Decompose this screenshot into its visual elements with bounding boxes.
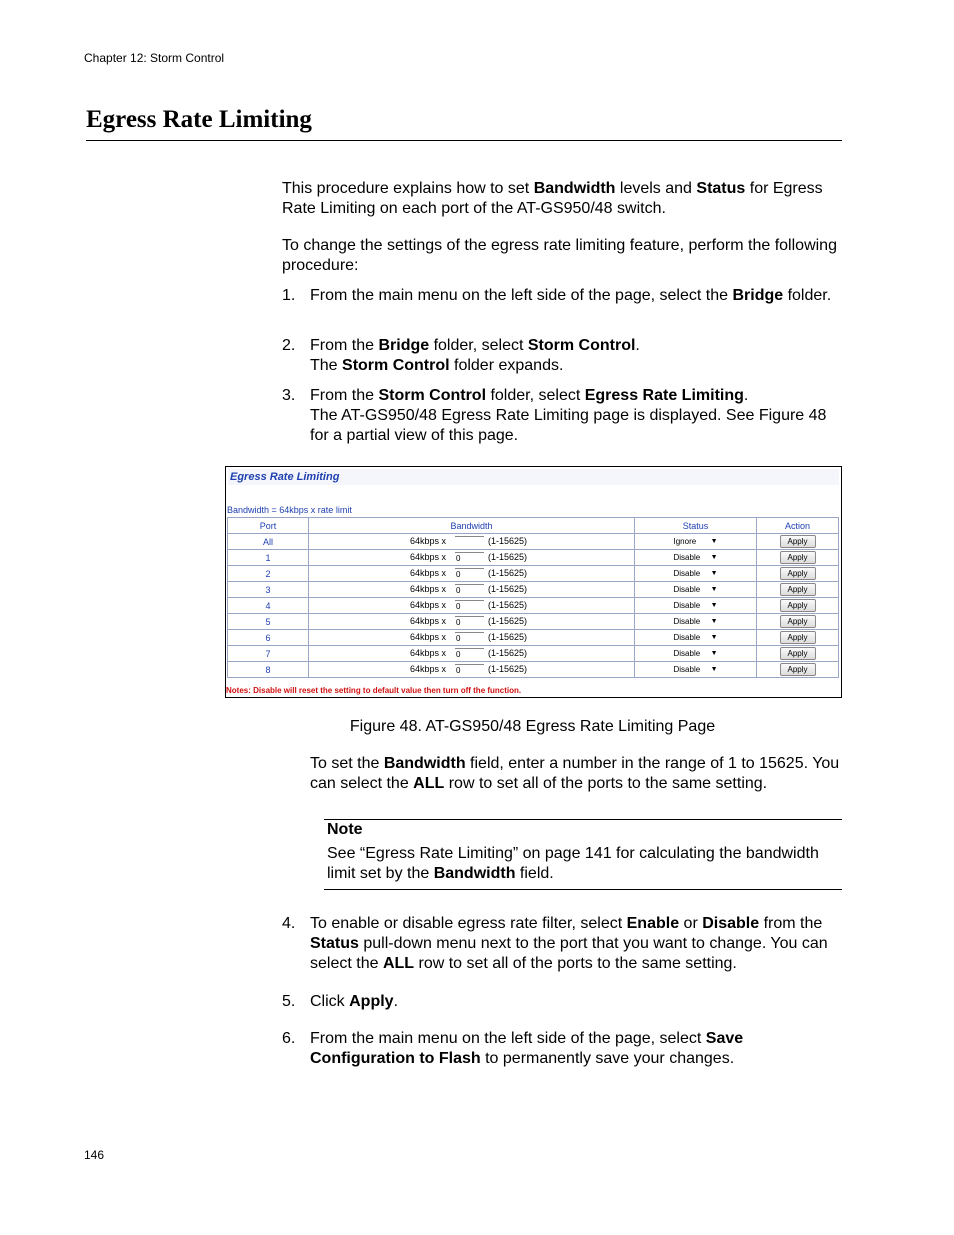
table-row: [228, 598, 839, 614]
bandwidth-label: 64kbps x: [410, 664, 447, 674]
egress-rate-table: [227, 517, 839, 678]
chevron-down-icon: ▼: [710, 570, 718, 577]
chevron-down-icon: ▼: [710, 538, 718, 545]
bandwidth-label: 64kbps x: [410, 632, 447, 642]
bandwidth-input[interactable]: 0: [455, 664, 484, 676]
chevron-down-icon: ▼: [710, 554, 718, 561]
action-cell: [757, 566, 839, 582]
status-cell: [635, 550, 757, 566]
action-cell: [757, 550, 839, 566]
bandwidth-cell: [309, 614, 635, 630]
bandwidth-label: 64kbps x: [410, 600, 447, 610]
header-status: Status: [635, 518, 757, 534]
port-link[interactable]: 1: [228, 550, 309, 566]
bandwidth-cell: [309, 646, 635, 662]
bandwidth-range: (1-15625): [488, 600, 528, 610]
status-cell: [635, 598, 757, 614]
bandwidth-range: (1-15625): [488, 648, 528, 658]
header-bandwidth: Bandwidth: [309, 518, 635, 534]
bandwidth-range: (1-15625): [488, 536, 528, 546]
bandwidth-label: 64kbps x: [410, 616, 447, 626]
section-title: Egress Rate Limiting: [86, 106, 312, 133]
action-cell: [757, 662, 839, 678]
bandwidth-label: 64kbps x: [410, 536, 447, 546]
port-link[interactable]: 6: [228, 630, 309, 646]
chevron-down-icon: ▼: [710, 666, 718, 673]
bandwidth-cell: [309, 598, 635, 614]
chevron-down-icon: ▼: [710, 650, 718, 657]
action-cell: [757, 534, 839, 550]
bandwidth-cell: [309, 630, 635, 646]
chevron-down-icon: ▼: [710, 634, 718, 641]
bandwidth-range: (1-15625): [488, 632, 528, 642]
note-bottom-rule: [324, 889, 842, 890]
intro-paragraph-2: To change the settings of the egress rate limiting feature, perform the following procedure:: [282, 237, 837, 274]
table-row: [228, 550, 839, 566]
status-cell: [635, 566, 757, 582]
action-cell: [757, 582, 839, 598]
table-header-row: [228, 518, 839, 534]
bandwidth-label: 64kbps x: [410, 648, 447, 658]
bandwidth-label: 64kbps x: [410, 568, 447, 578]
apply-button[interactable]: Apply: [780, 551, 816, 564]
bandwidth-cell: [309, 582, 635, 598]
title-rule: [86, 140, 842, 141]
chevron-down-icon: ▼: [710, 586, 718, 593]
port-link[interactable]: 3: [228, 582, 309, 598]
header-port: Port: [228, 518, 309, 534]
apply-button[interactable]: Apply: [780, 663, 816, 676]
status-select[interactable]: Disable ▼: [673, 569, 718, 578]
figure-note: Notes: Disable will reset the setting to default value then turn off the function.: [226, 686, 522, 695]
bandwidth-input[interactable]: 0: [455, 648, 484, 660]
header-action: Action: [757, 518, 839, 534]
status-select[interactable]: Disable ▼: [673, 649, 718, 658]
bandwidth-input[interactable]: 0: [455, 568, 484, 580]
apply-button[interactable]: Apply: [780, 567, 816, 580]
status-select[interactable]: Disable ▼: [673, 633, 718, 642]
table-row: [228, 662, 839, 678]
port-link[interactable]: 8: [228, 662, 309, 678]
bandwidth-cell: [309, 662, 635, 678]
status-cell: [635, 614, 757, 630]
apply-button[interactable]: Apply: [780, 599, 816, 612]
figure-caption: Figure 48. AT-GS950/48 Egress Rate Limiting Page: [349, 718, 716, 735]
table-row: [228, 646, 839, 662]
port-link[interactable]: 7: [228, 646, 309, 662]
figure-48-screenshot: [225, 466, 842, 698]
bandwidth-range: (1-15625): [488, 664, 528, 674]
status-select[interactable]: Disable ▼: [673, 585, 718, 594]
port-link[interactable]: All: [228, 534, 309, 550]
table-row: [228, 630, 839, 646]
status-cell: [635, 646, 757, 662]
bandwidth-range: (1-15625): [488, 568, 528, 578]
note-body: See “Egress Rate Limiting” on page 141 for calculating the bandwidth limit set by the Bandwidth field.: [327, 845, 819, 882]
table-row: [228, 582, 839, 598]
chevron-down-icon: ▼: [710, 602, 718, 609]
port-link[interactable]: 5: [228, 614, 309, 630]
intro-paragraph-1: This procedure explains how to set Bandwidth levels and Status for Egress Rate Limiting on each port of the AT-GS950/48 switch.: [282, 180, 823, 217]
status-select[interactable]: Disable ▼: [673, 617, 718, 626]
action-cell: [757, 630, 839, 646]
table-row: [228, 534, 839, 550]
status-select[interactable]: Disable ▼: [673, 601, 718, 610]
apply-button[interactable]: Apply: [780, 647, 816, 660]
status-select[interactable]: Disable ▼: [673, 553, 718, 562]
bandwidth-input[interactable]: 0: [455, 552, 484, 564]
bandwidth-range: (1-15625): [488, 584, 528, 594]
figure-page-title: Egress Rate Limiting: [228, 469, 839, 485]
running-header: Chapter 12: Storm Control: [84, 51, 225, 65]
apply-button[interactable]: Apply: [780, 583, 816, 596]
note-top-rule: [324, 819, 842, 820]
status-cell: [635, 662, 757, 678]
bandwidth-input[interactable]: 0: [455, 632, 484, 644]
bandwidth-range: (1-15625): [488, 552, 528, 562]
bandwidth-cell: [309, 534, 635, 550]
bandwidth-input[interactable]: [455, 536, 484, 548]
port-link[interactable]: 4: [228, 598, 309, 614]
apply-button[interactable]: Apply: [780, 631, 816, 644]
table-row: [228, 614, 839, 630]
apply-button[interactable]: Apply: [780, 615, 816, 628]
bandwidth-input[interactable]: 0: [455, 600, 484, 612]
note-heading: Note: [327, 821, 363, 838]
figure-bandwidth-formula: Bandwidth = 64kbps x rate limit: [227, 505, 352, 515]
bandwidth-range: (1-15625): [488, 616, 528, 626]
bandwidth-cell: [309, 550, 635, 566]
bandwidth-cell: [309, 566, 635, 582]
apply-button[interactable]: Apply: [780, 535, 816, 548]
status-cell: [635, 582, 757, 598]
bandwidth-input[interactable]: 0: [455, 584, 484, 596]
page-number: 146: [84, 1148, 105, 1162]
action-cell: [757, 646, 839, 662]
chevron-down-icon: ▼: [710, 618, 718, 625]
status-select[interactable]: Ignore ▼: [673, 537, 718, 546]
port-link[interactable]: 2: [228, 566, 309, 582]
bandwidth-label: 64kbps x: [410, 584, 447, 594]
action-cell: [757, 614, 839, 630]
table-row: [228, 566, 839, 582]
status-cell: [635, 630, 757, 646]
status-cell: [635, 534, 757, 550]
bandwidth-label: 64kbps x: [410, 552, 447, 562]
action-cell: [757, 598, 839, 614]
status-select[interactable]: Disable ▼: [673, 665, 718, 674]
bandwidth-paragraph: To set the Bandwidth field, enter a number in the range of 1 to 15625. You can select the ALL row to set all of the ports to the same setting.: [310, 755, 840, 792]
bandwidth-input[interactable]: 0: [455, 616, 484, 628]
